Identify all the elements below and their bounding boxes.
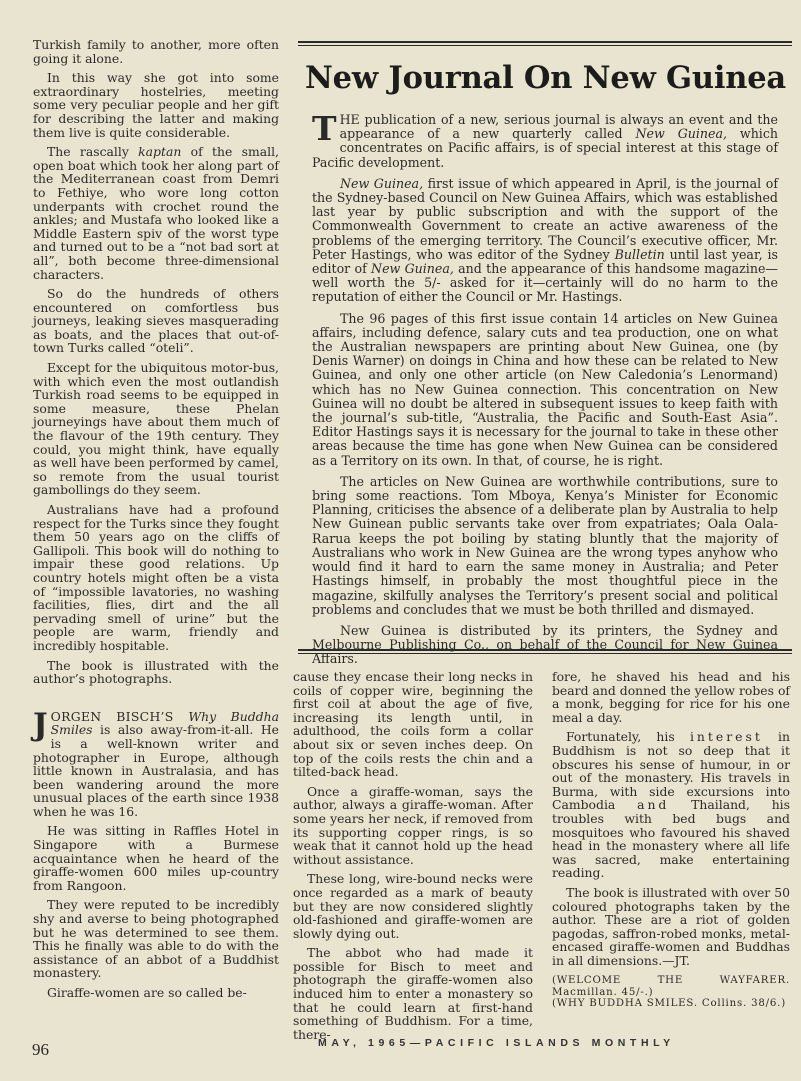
paragraph: The abbot who had made it possible for Bisch to meet and photograph the giraffe-women also induced him to enter a monastery so that he could learn at first-hand something of Buddhism. For a time, there- [293, 945, 533, 1042]
paragraph: He was sitting in Raffles Hotel in Singapore with a Burmese acquaintance when he heard of the giraffe-women 600 miles up-country from Rangoon. [33, 823, 279, 893]
paragraph: Once a giraffe-woman, says the author, always a giraffe-woman. After some years her neck, if removed from its supporting copper rings, is so weak that it cannot hold up the head without assistance. [293, 783, 533, 867]
italic-text: kaptan [138, 144, 182, 160]
paragraph: New Guinea, first issue of which appeared in April, is the journal of the Sydney-based Council on New Guinea Affairs, which was established last year by public subscription and with the support of the Commonwealth Government to create an active awareness of the problems of the emerging territory. The Council’s executive officer, Mr. Peter Hastings, who was editor of the Sydney Bulletin until last year, is editor of New Guinea, and the appearance of this handsome magazine—well worth the 5/- asked for it—certainly will do no harm to the reputation of either the Council or Mr. Hastings. [312, 175, 778, 305]
paragraph: They were reputed to be incredibly shy and averse to being photographed but he was determined to see them. This he finally was able to do with the assistance of an abbot of a Buddhist monastery. [33, 897, 279, 981]
book-credit: (WELCOME THE WAYFARER. Macmillan. 45/-.) [552, 975, 790, 998]
paragraph: So do the hundreds of others encountered on comfortless bus journeys, leaking sieves masquerading as boats, and the places that out-of-town Turks called “oteli”. [33, 286, 279, 356]
article-headline: New Journal On New Guinea [305, 60, 786, 96]
article-body [312, 109, 778, 674]
paragraph: The articles on New Guinea are worthwhile contributions, sure to bring some reactions. Tom Mboya, Kenya’s Minister for Economic Planning, criticises the absence of a deliberate plan by Australia to help New Guinean public servants take over from expatriates; Oala Oala-Rarua keeps the pot boiling by stating bluntly that the majority of Australians who work in New Guinea are the wrong types anyhow who would find it hard to earn the same money in Australia; and Peter Hastings himself, in probably the most thoughtful piece in the magazine, skilfully analyses the Territory’s present social and political problems and concludes that we must be both thrilled and dismayed. [312, 473, 778, 617]
paragraph: Fortunately, his interest in Buddhism is not so deep that it obscures his sense of humour, in or out of the monastery. His travels in Burma, with side excursions into Cambodia and Thailand, his troubles with bed bugs and mosquitoes who favoured his shaved head in the monastery where all life was sacred, make entertaining reading. [552, 729, 791, 881]
paragraph: Australians have had a profound respect for the Turks since they fought them 50 years ago on the cliffs of Gallipoli. This book will do nothing to impair these good relations. Up country hotels might often be a vista of “impossible lavatories, no washing facilities, flies, dirt and the all pervading smell of urine” but the people are warm, friendly and incredibly hospitable. [33, 502, 279, 653]
middle-column [293, 670, 533, 1047]
paragraph: In this way she got into some extraordinary hostelries, meeting some very peculiar people and her gift for describing the latter and making them live is quite considerable. [33, 70, 279, 140]
middle-rule [298, 649, 792, 654]
page-number: 96 [32, 1040, 49, 1059]
paragraph: These long, wire-bound necks were once regarded as a mark of beauty but they are now considered slightly old-fashioned and giraffe-women are slowly dying out. [293, 871, 533, 941]
paragraph: THE publication of a new, serious journal is always an event and the appearance of a new quarterly called New Guinea, which concentrates on Pacific affairs, is of special interest at this stage of Pacific development. [312, 109, 778, 170]
paragraph: Turkish family to another, more often going it alone. [33, 37, 279, 66]
paragraph: The book is illustrated with the author’s photographs. [33, 657, 279, 687]
drop-cap: T [312, 109, 337, 148]
paragraph: The 96 pages of this first issue contain 14 articles on New Guinea affairs, including defence, salary cuts and tea production, one on what the Australian newspapers are printing about New Guinea, one (by Denis Warner) on doings in China and how these can be related to New Guinea, and only one other article (on New Caledonia’s Lenormand) which has no New Guinea connection. This concentration on New Guinea will no doubt be altered in subsequent issues to keep faith with the journal’s sub-title, “Australia, the Pacific and South-East Asia”. Editor Hastings says it is necessary for the journal to take in these other areas because the time has gone when New Guinea can be considered as a Territory on its own. In that, of course, he is right. [312, 310, 778, 468]
paragraph: cause they encase their long necks in coils of copper wire, beginning the first coil at about the age of five, increasing its length until, in adulthood, the coils form a collar about six or seven inches deep. On top of the coils rests the chin and a tilted-back head. [293, 669, 533, 780]
review-intro: JORGEN BISCH’S Why Buddha Smiles is also away-from-it-all. He is a well-known writer and photographer in Europe, although little known in Australasia, and has been wandering around the more unusual places of the earth since 1938 when he was 16. [33, 706, 279, 819]
paragraph: The rascally kaptan of the small, open boat which took her along part of the Mediterranean coast from Demri to Fethiye, who wore long cotton underpants with crochet round the ankles; and Mustafa who looked like a Middle Eastern spiv of the worst type and turned out to be a “not bad sort at all”, both become three-dimensional characters. [33, 144, 279, 282]
top-rule [298, 41, 792, 46]
paragraph: fore, he shaved his head and his beard and donned the yellow robes of a monk, begging for rice for his one meal a day. [552, 669, 790, 725]
right-column [552, 670, 790, 1010]
book-title: Why Buddha Smiles [50, 708, 279, 738]
paragraph: The book is illustrated with over 50 coloured photographs taken by the author. These are a riot of golden pagodas, saffron-robed monks, metal-encased giraffe-women and Buddhas in all dimensions.—JT. [552, 884, 790, 968]
paragraph: Except for the ubiquitous motor-bus, with which even the most outlandish Turkish road seems to be equipped in some measure, these Phelan journeyings have about them much of the flavour of the 19th century. They could, you might think, have equally as well have been performed by camel, so remote from the usual tourist gambollings do they seem. [33, 360, 279, 498]
left-column [33, 38, 279, 1006]
running-footer: MAY, 1965—PACIFIC ISLANDS MONTHLY [318, 1037, 675, 1049]
paragraph: Giraffe-women are so called be- [47, 985, 247, 1000]
book-credits [552, 975, 790, 1010]
drop-cap: J [33, 706, 48, 743]
paragraph: New Guinea is distributed by its printers, the Sydney and Melbourne Publishing Co., on behalf of the Council for New Guinea Affairs. [312, 622, 778, 667]
book-credit: (WHY BUDDHA SMILES. Collins. 38/6.) [552, 998, 786, 1010]
